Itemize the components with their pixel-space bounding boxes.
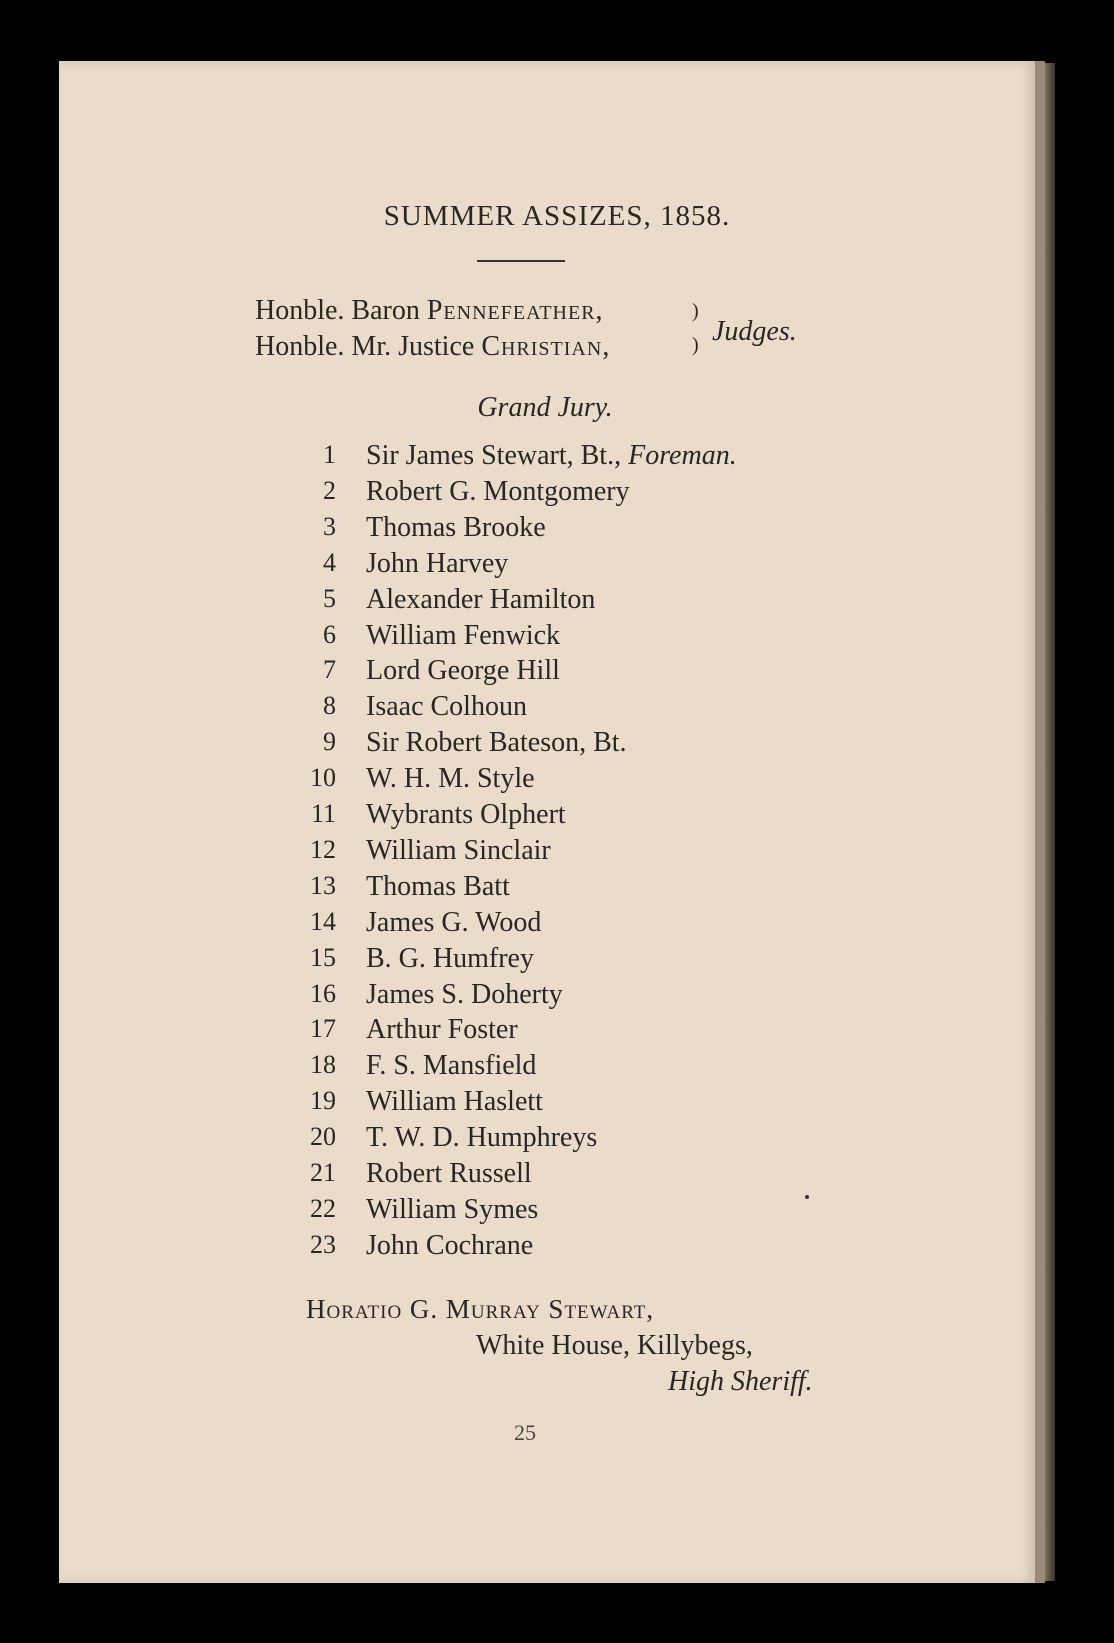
list-item (0, 1014, 1114, 1050)
juror-name: Isaac Colhoun (366, 691, 527, 723)
jury-number: 2 (323, 475, 336, 505)
jury-name (366, 1122, 597, 1154)
juror-name: Thomas Brooke (366, 511, 546, 543)
list-item (0, 1194, 1114, 1230)
jury-name (366, 584, 595, 616)
grand-jury-heading: Grand Jury. (477, 392, 613, 423)
jury-number: 4 (323, 547, 336, 577)
jury-name (366, 727, 627, 759)
brace-bottom: ) (692, 334, 699, 356)
judges-label: Judges. (712, 316, 797, 347)
page-title: SUMMER ASSIZES, 1858. (383, 200, 731, 232)
juror-name: Sir Robert Bateson, Bt. (366, 727, 627, 759)
jury-name (366, 476, 630, 508)
list-item (0, 763, 1114, 799)
list-item (0, 871, 1114, 907)
juror-name: James S. Doherty (366, 978, 563, 1010)
jury-number: 11 (310, 799, 336, 828)
list-item (0, 1086, 1114, 1122)
jury-number: 14 (310, 906, 336, 936)
list-item (0, 655, 1114, 691)
jury-number: 6 (323, 619, 336, 649)
jury-name (366, 907, 541, 939)
jury-name (366, 835, 551, 867)
brace-top: ) (692, 300, 699, 322)
jury-name (366, 691, 527, 723)
jury-number: 21 (310, 1158, 336, 1187)
list-item (0, 512, 1114, 548)
jury-name (366, 655, 560, 687)
judge-1-prefix: Honble. Baron (255, 295, 427, 326)
sheriff-title: High Sheriff. (668, 1366, 813, 1397)
jury-number: 20 (310, 1122, 336, 1152)
list-item (0, 1122, 1114, 1158)
list-item (0, 440, 1114, 476)
jury-name (366, 763, 535, 795)
judge-2-prefix: Honble. Mr. Justice (255, 331, 482, 362)
juror-name: Wybrants Olphert (366, 799, 566, 830)
jury-number: 5 (323, 583, 336, 613)
jury-number: 23 (310, 1229, 336, 1259)
juror-name: John Harvey (366, 547, 509, 579)
jury-number: 16 (310, 978, 336, 1008)
list-item (0, 799, 1114, 835)
juror-name: B. G. Humfrey (366, 942, 534, 974)
judge-1 (255, 295, 604, 327)
jury-name (366, 512, 546, 544)
juror-name: William Sinclair (366, 834, 551, 866)
juror-name: Robert Russell (366, 1158, 532, 1189)
sheriff-name: Horatio G. Murray Stewart, (306, 1294, 655, 1324)
jury-number: 19 (310, 1086, 336, 1116)
list-item (0, 620, 1114, 656)
juror-name: Robert G. Montgomery (366, 475, 630, 507)
list-item (0, 943, 1114, 979)
juror-name: William Haslett (366, 1086, 543, 1118)
jury-name (366, 1230, 533, 1262)
list-item (0, 476, 1114, 512)
jury-number: 12 (310, 834, 336, 864)
list-item (0, 979, 1114, 1015)
list-item (0, 907, 1114, 943)
jury-number: 9 (323, 727, 336, 757)
jury-number: 22 (310, 1193, 336, 1223)
sheriff-address: White House, Killybegs, (476, 1330, 753, 1361)
jury-name (366, 799, 566, 831)
jury-number: 13 (310, 870, 336, 900)
jury-name (366, 1158, 532, 1190)
title-rule (477, 260, 565, 262)
juror-name: Sir James Stewart, Bt., (366, 440, 629, 471)
jury-number: 10 (310, 763, 336, 793)
jury-name (366, 1050, 536, 1082)
jury-name (366, 1194, 538, 1226)
jury-name (366, 1086, 543, 1118)
juror-name: Arthur Foster (366, 1014, 518, 1046)
list-item (0, 691, 1114, 727)
jury-name (366, 1014, 518, 1046)
juror-name: William Fenwick (366, 619, 561, 651)
list-item (0, 727, 1114, 763)
juror-name: Alexander Hamilton (366, 583, 596, 615)
jury-number: 17 (310, 1014, 336, 1044)
page-number: 25 (514, 1420, 536, 1445)
juror-name: T. W. D. Humphreys (366, 1122, 598, 1154)
jury-number: 15 (310, 942, 336, 972)
jury-number: 18 (310, 1050, 336, 1080)
jury-name (366, 943, 534, 975)
jury-name (366, 548, 508, 580)
list-item (0, 835, 1114, 871)
jury-name (366, 620, 560, 652)
judge-2-surname: Christian, (481, 331, 611, 362)
list-item (0, 1158, 1114, 1194)
juror-note: Foreman. (628, 440, 737, 471)
jury-number: 3 (323, 511, 336, 541)
judge-2 (255, 331, 610, 363)
juror-name: F. S. Mansfield (366, 1050, 537, 1082)
list-item (0, 584, 1114, 620)
ink-speck (805, 1195, 809, 1199)
jury-number: 8 (323, 691, 336, 721)
juror-name: John Cochrane (366, 1229, 534, 1261)
juror-name: William Symes (366, 1193, 539, 1225)
list-item (0, 548, 1114, 584)
juror-name: Lord George Hill (366, 655, 560, 687)
list-item (0, 1050, 1114, 1086)
juror-name: James G. Wood (366, 906, 542, 938)
judge-1-surname: Pennefeather, (426, 295, 604, 326)
jury-name (366, 871, 510, 903)
jury-number: 1 (323, 440, 336, 469)
juror-name: W. H. M. Style (366, 763, 535, 795)
jury-name (366, 440, 737, 472)
jury-number: 7 (323, 655, 336, 685)
list-item (0, 1230, 1114, 1266)
jury-name (366, 979, 563, 1011)
juror-name: Thomas Batt (366, 870, 510, 902)
